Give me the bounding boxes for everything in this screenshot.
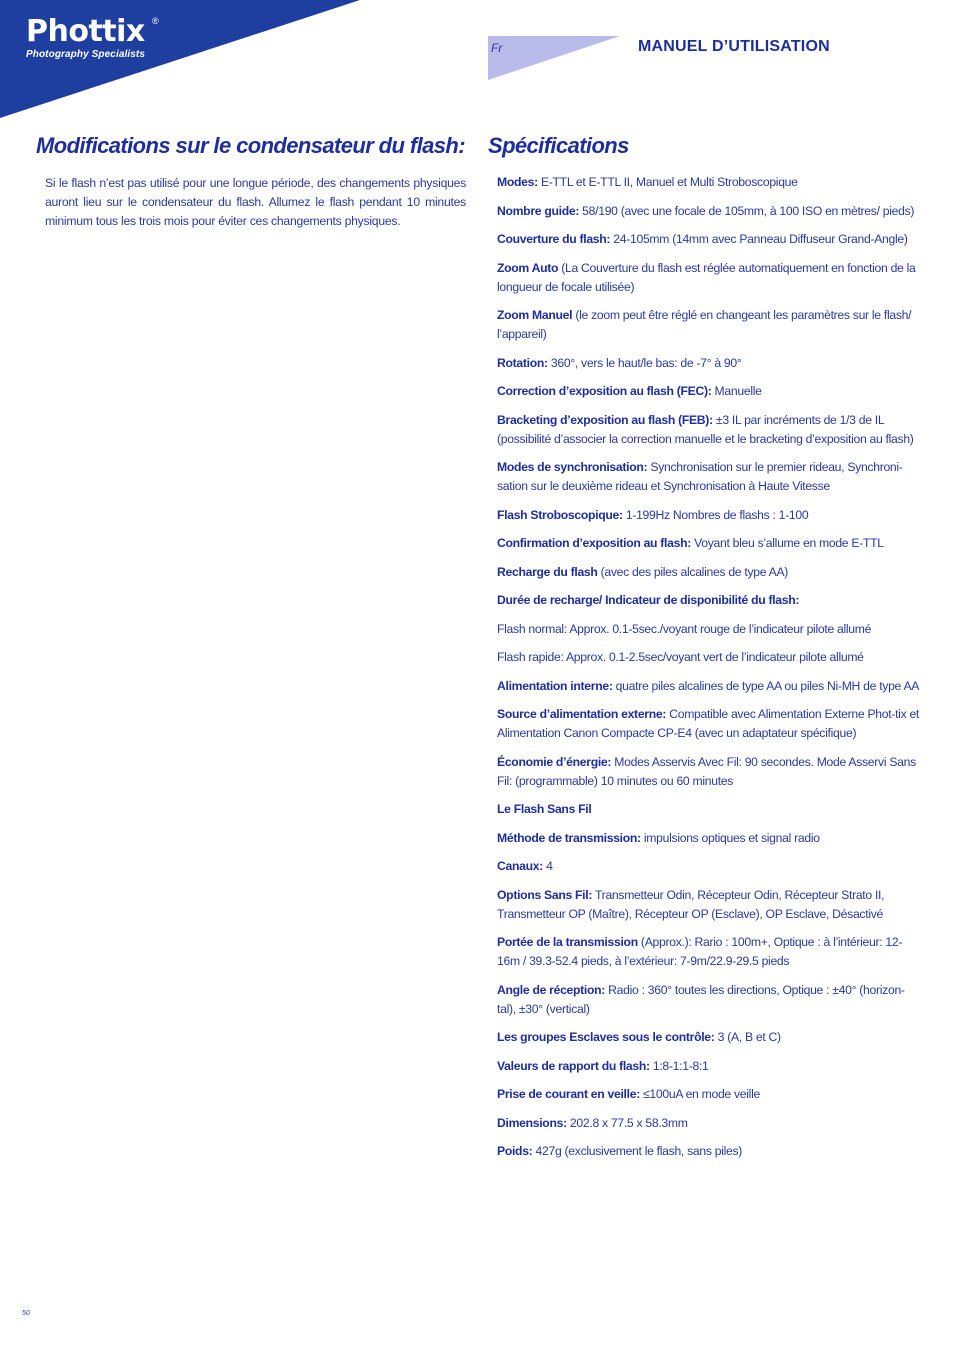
- spec-value: 58/190 (avec une focale de 105mm, à 100 ISO en mètres/ pieds): [579, 203, 915, 218]
- spec-value: (avec des piles alcalines de type AA): [597, 564, 789, 579]
- spec-label: Flash Stroboscopique:: [497, 507, 623, 522]
- spec-item: [497, 202, 921, 221]
- spec-label: Angle de réception:: [497, 982, 606, 997]
- spec-value: E-TTL et E-TTL II, Manuel et Multi Stroboscopique: [537, 175, 798, 189]
- spec-item: [497, 677, 921, 696]
- spec-label: Méthode de transmission:: [497, 830, 641, 845]
- logo-tagline: Photography Specialists: [26, 49, 145, 60]
- spec-value: 1-199Hz Nombres de flashs : 1-100: [622, 507, 809, 522]
- spec-label: Le Flash Sans Fil: [497, 802, 592, 816]
- capacitor-section-title: Modifications sur le condensateur du flash:: [36, 133, 465, 158]
- spec-item: [497, 705, 921, 743]
- spec-item: [497, 382, 921, 401]
- spec-item: [497, 1114, 921, 1133]
- spec-label: Options Sans Fil:: [497, 887, 593, 902]
- spec-item: [497, 230, 921, 249]
- spec-label: Dimensions:: [497, 1115, 567, 1130]
- spec-label: Recharge du flash: [497, 564, 598, 579]
- spec-label: Rotation:: [497, 355, 548, 370]
- spec-item: [497, 753, 921, 791]
- spec-item: [497, 534, 921, 553]
- spec-item: [497, 306, 921, 344]
- spec-item: [497, 506, 921, 525]
- spec-value: 3 (A, B et C): [714, 1030, 781, 1044]
- spec-value: Voyant bleu s’allume en mode E-TTL: [691, 536, 884, 550]
- spec-label: Prise de courant en veille:: [497, 1087, 640, 1101]
- spec-label: Bracketing d’exposition au flash (FEB):: [497, 412, 713, 427]
- spec-value: Compatible avec Alimentation Externe Phot-tix et Alimentation Canon Compacte CP-E4 (avec un adaptateur spécifique): [497, 707, 920, 740]
- spec-item: [497, 829, 921, 848]
- spec-value: 202.8 x 77.5 x 58.3mm: [566, 1115, 688, 1130]
- spec-item: [497, 259, 921, 297]
- spec-label: Correction d’exposition au flash (FEC):: [497, 384, 712, 398]
- spec-item: [497, 857, 921, 876]
- spec-label: Confirmation d’exposition au flash:: [497, 536, 691, 550]
- spec-label: Portée de la transmission: [497, 935, 638, 949]
- spec-label: Les groupes Esclaves sous le contrôle:: [497, 1030, 715, 1044]
- spec-label: Économie d’énergie:: [497, 754, 612, 769]
- spec-item: [497, 981, 921, 1019]
- registered-mark: ®: [152, 16, 159, 26]
- spec-item: [497, 591, 921, 610]
- spec-label: Modes:: [497, 175, 538, 189]
- specifications-list: [497, 173, 921, 1171]
- spec-label: Couverture du flash:: [497, 232, 611, 246]
- spec-value: Synchronisation sur le premier rideau, Synchroni-sation sur le deuxième rideau et Synchronisation à Haute Vitesse: [497, 460, 903, 493]
- phottix-logo: [26, 14, 159, 60]
- spec-value: Modes Asservis Avec Fil: 90 secondes. Mode Asservi Sans Fil: (programmable) 10 minutes ou 60 minutes: [497, 754, 916, 788]
- spec-value: Flash rapide: Approx. 0.1-2.5sec/voyant vert de l’indicateur pilote allumé: [497, 650, 864, 664]
- spec-value: (La Couverture du flash est réglée automatiquement en fonction de la longueur de focale utilisée): [497, 260, 916, 294]
- logo-wordmark: Phottix: [26, 14, 145, 49]
- spec-item: [497, 648, 921, 667]
- spec-value: 1:8-1:1-8:1: [649, 1058, 709, 1073]
- spec-value: ±3 IL par incréments de 1/3 de IL (possibilité d’associer la correction manuelle et le bracketing d’exposition au flash): [497, 412, 914, 446]
- spec-value: quatre piles alcalines de type AA ou piles Ni-MH de type AA: [612, 678, 920, 693]
- spec-label: Source d’alimentation externe:: [497, 707, 667, 721]
- spec-label: Zoom Manuel: [497, 308, 573, 322]
- spec-value: Radio : 360° toutes les directions, Optique : ±40° (horizon-tal), ±30° (vertical): [497, 982, 905, 1016]
- specifications-title: Spécifications: [488, 133, 629, 158]
- spec-label: Valeurs de rapport du flash:: [497, 1058, 650, 1073]
- capacitor-section-body: Si le flash n’est pas utilisé pour une longue période, des changements physiques auront lieu sur le condensateur du flash. Allumez le flash pendant 10 minutes minimum tous les trois mois pour éviter ces changements physiques.: [45, 176, 466, 228]
- spec-value: impulsions optiques et signal radio: [640, 830, 820, 845]
- language-band: [488, 36, 620, 80]
- spec-label: Durée de recharge/ Indicateur de disponibilité du flash:: [497, 593, 800, 607]
- language-code: Fr: [491, 41, 503, 55]
- spec-label: Nombre guide:: [497, 203, 580, 218]
- spec-item: [497, 1142, 921, 1161]
- spec-label: Poids:: [497, 1144, 533, 1158]
- spec-item: [497, 1085, 921, 1104]
- spec-item: [497, 458, 921, 496]
- spec-value: Transmetteur Odin, Récepteur Odin, Récepteur Strato II, Transmetteur OP (Maître), Récepteur OP (Esclave), OP Esclave, Désactivé: [497, 887, 885, 921]
- spec-label: Canaux:: [497, 859, 543, 873]
- spec-item: [497, 411, 921, 449]
- spec-item: [497, 933, 921, 971]
- spec-value: Manuelle: [711, 384, 762, 398]
- manual-title: MANUEL D’UTILISATION: [638, 38, 830, 55]
- spec-item: [497, 1028, 921, 1047]
- spec-label: Zoom Auto: [497, 260, 559, 275]
- spec-item: [497, 886, 921, 924]
- spec-value: Flash normal: Approx. 0.1-5sec./voyant rouge de l’indicateur pilote allumé: [497, 621, 872, 636]
- spec-value: ≤100uA en mode veille: [639, 1087, 760, 1101]
- spec-value: 360°, vers le haut/le bas: de -7° à 90°: [547, 355, 742, 370]
- spec-item: [497, 354, 921, 373]
- page-number: 50: [22, 1310, 30, 1317]
- spec-value: 24-105mm (14mm avec Panneau Diffuseur Grand-Angle): [610, 232, 908, 246]
- spec-item: [497, 1057, 921, 1076]
- spec-value: 4: [542, 859, 553, 873]
- spec-value: 427g (exclusivement le flash, sans piles): [532, 1144, 743, 1158]
- spec-value: (Approx.): Rario : 100m+, Optique : à l’intérieur: 12-16m / 39.3-52.4 pieds, à l’extérieur: 7-9m/22.9-29.5 pieds: [497, 935, 903, 968]
- spec-item: [497, 563, 921, 582]
- spec-item: [497, 173, 921, 192]
- spec-value: (le zoom peut être réglé en changeant les paramètres sur le flash/ l’appareil): [497, 308, 912, 341]
- spec-item: [497, 620, 921, 639]
- spec-label: Alimentation interne:: [497, 678, 613, 693]
- spec-label: Modes de synchronisation:: [497, 460, 648, 474]
- spec-item: [497, 800, 921, 819]
